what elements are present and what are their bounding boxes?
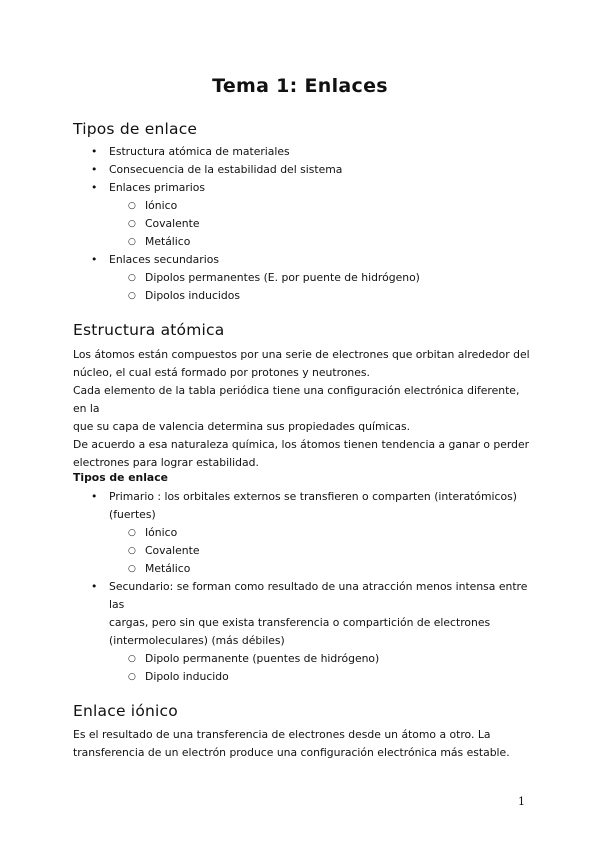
page-number: 1 [518, 795, 525, 808]
list-item: ○ Metálico [73, 233, 420, 251]
list-item: • Enlaces secundarios [73, 251, 420, 269]
text-line: electrones para lograr estabilidad. [73, 456, 259, 469]
enlace-types-list [73, 488, 543, 686]
estructura-paragraph [73, 346, 533, 472]
text-line: De acuerdo a esa naturaleza química, los átomos tienen tendencia a ganar o perder [73, 438, 530, 451]
text-line: que su capa de valencia determina sus propiedades químicas. [73, 420, 411, 433]
section-heading-estructura: Estructura atómica [73, 321, 225, 339]
list-item: ○ Dipolo permanente (puentes de hidrógeno) [73, 650, 543, 668]
list-item: ○ Dipolos inducidos [73, 287, 420, 305]
list-item: ○ Covalente [73, 215, 420, 233]
text-line: • Primario : los orbitales externos se transfieren o comparten (interatómicos) [109, 490, 517, 503]
list-item-primario [73, 488, 543, 524]
text-line: • Secundario: se forman como resultado de una atracción menos intensa entre las [109, 580, 528, 611]
list-item: ○ Dipolo inducido [73, 668, 543, 686]
list-item: ○ Metálico [73, 560, 543, 578]
list-item-secundario [73, 578, 543, 650]
subheading-tipos-enlace: Tipos de enlace [73, 471, 168, 484]
text-line: Los átomos están compuestos por una serie de electrones que orbitan alrededor del [73, 348, 530, 361]
text-line: Cada elemento de la tabla periódica tiene una configuración electrónica diferente, en la [73, 384, 520, 415]
list-item: • Estructura atómica de materiales [73, 143, 420, 161]
list-item: ○ Iónico [73, 197, 420, 215]
text-line: (fuertes) [109, 508, 156, 521]
list-item: ○ Covalente [73, 542, 543, 560]
tipos-list [73, 143, 420, 305]
ionico-paragraph [73, 726, 533, 762]
text-line: transferencia de un electrón produce una configuración electrónica más estable. [73, 746, 510, 759]
list-item: • Consecuencia de la estabilidad del sistema [73, 161, 420, 179]
text-line: cargas, pero sin que exista transferencia o compartición de electrones [109, 616, 491, 629]
list-item: ○ Dipolos permanentes (E. por puente de hidrógeno) [73, 269, 420, 287]
list-item: • Enlaces primarios [73, 179, 420, 197]
page-title: Tema 1: Enlaces [212, 75, 388, 97]
section-heading-tipos: Tipos de enlace [73, 120, 198, 138]
list-item: ○ Iónico [73, 524, 543, 542]
text-line: (intermoleculares) (más débiles) [109, 634, 285, 647]
section-heading-ionico: Enlace iónico [73, 702, 178, 720]
text-line: Es el resultado de una transferencia de electrones desde un átomo a otro. La [73, 728, 491, 741]
text-line: núcleo, el cual está formado por protones y neutrones. [73, 366, 370, 379]
